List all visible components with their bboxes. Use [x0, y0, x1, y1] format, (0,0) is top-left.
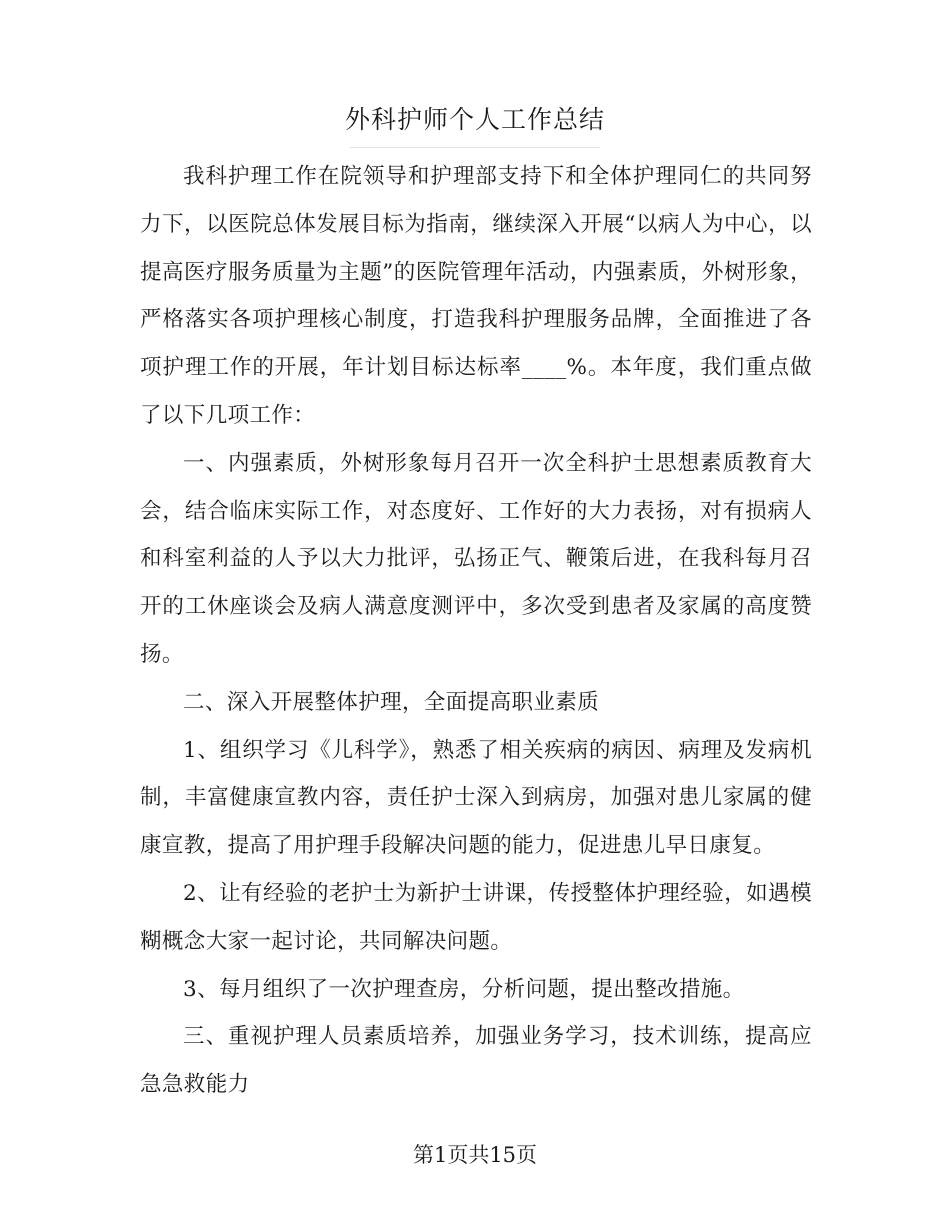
paragraph-section-1: 一、内强素质，外树形象每月召开一次全科护士思想素质教育大会，结合临床实际工作，对态度好、工作好的大力表扬，对有损病人和科室利益的人予以大力批评，弘扬正气、鞭策后进，在我科每月召开的工休座谈会及病人满意度测评中，多次受到患者及家属的高度赞扬。 [140, 450, 812, 667]
paragraph-section-3-heading: 三、重视护理人员素质培养，加强业务学习，技术训练，提高应急急救能力 [140, 1024, 812, 1098]
paragraph-section-2-heading: 二、深入开展整体护理，全面提高职业素质 [183, 689, 600, 715]
document-title: 外科护师个人工作总结 [344, 105, 605, 134]
paragraph-item-3: 3、每月组织了一次护理查房，分析问题，提出整改措施。 [183, 976, 745, 1002]
document-body [140, 153, 812, 1109]
title-underline [350, 147, 600, 148]
page-number-footer: 第1页共15页 [412, 1143, 538, 1167]
paragraph-item-1: 1、组织学习《儿科学》，熟悉了相关疾病的病因、病理及发病机制，丰富健康宣教内容，责任护士深入到病房，加强对患儿家属的健康宣教，提高了用护理手段解决问题的能力，促进患儿早日康复。 [140, 737, 812, 859]
paragraph-item-2: 2、让有经验的老护士为新护士讲课，传授整体护理经验，如遇模糊概念大家一起讨论，共同解决问题。 [140, 880, 812, 954]
paragraph-intro: 我科护理工作在院领导和护理部支持下和全体护理同仁的共同努力下，以医院总体发展目标为指南，继续深入开展“以病人为中心，以提高医疗服务质量为主题”的医院管理年活动，内强素质，外树形象，严格落实各项护理核心制度，打造我科护理服务品牌，全面推进了各项护理工作的开展，年计划目标达标率____%。本年度，我们重点做了以下几项工作： [140, 164, 812, 428]
